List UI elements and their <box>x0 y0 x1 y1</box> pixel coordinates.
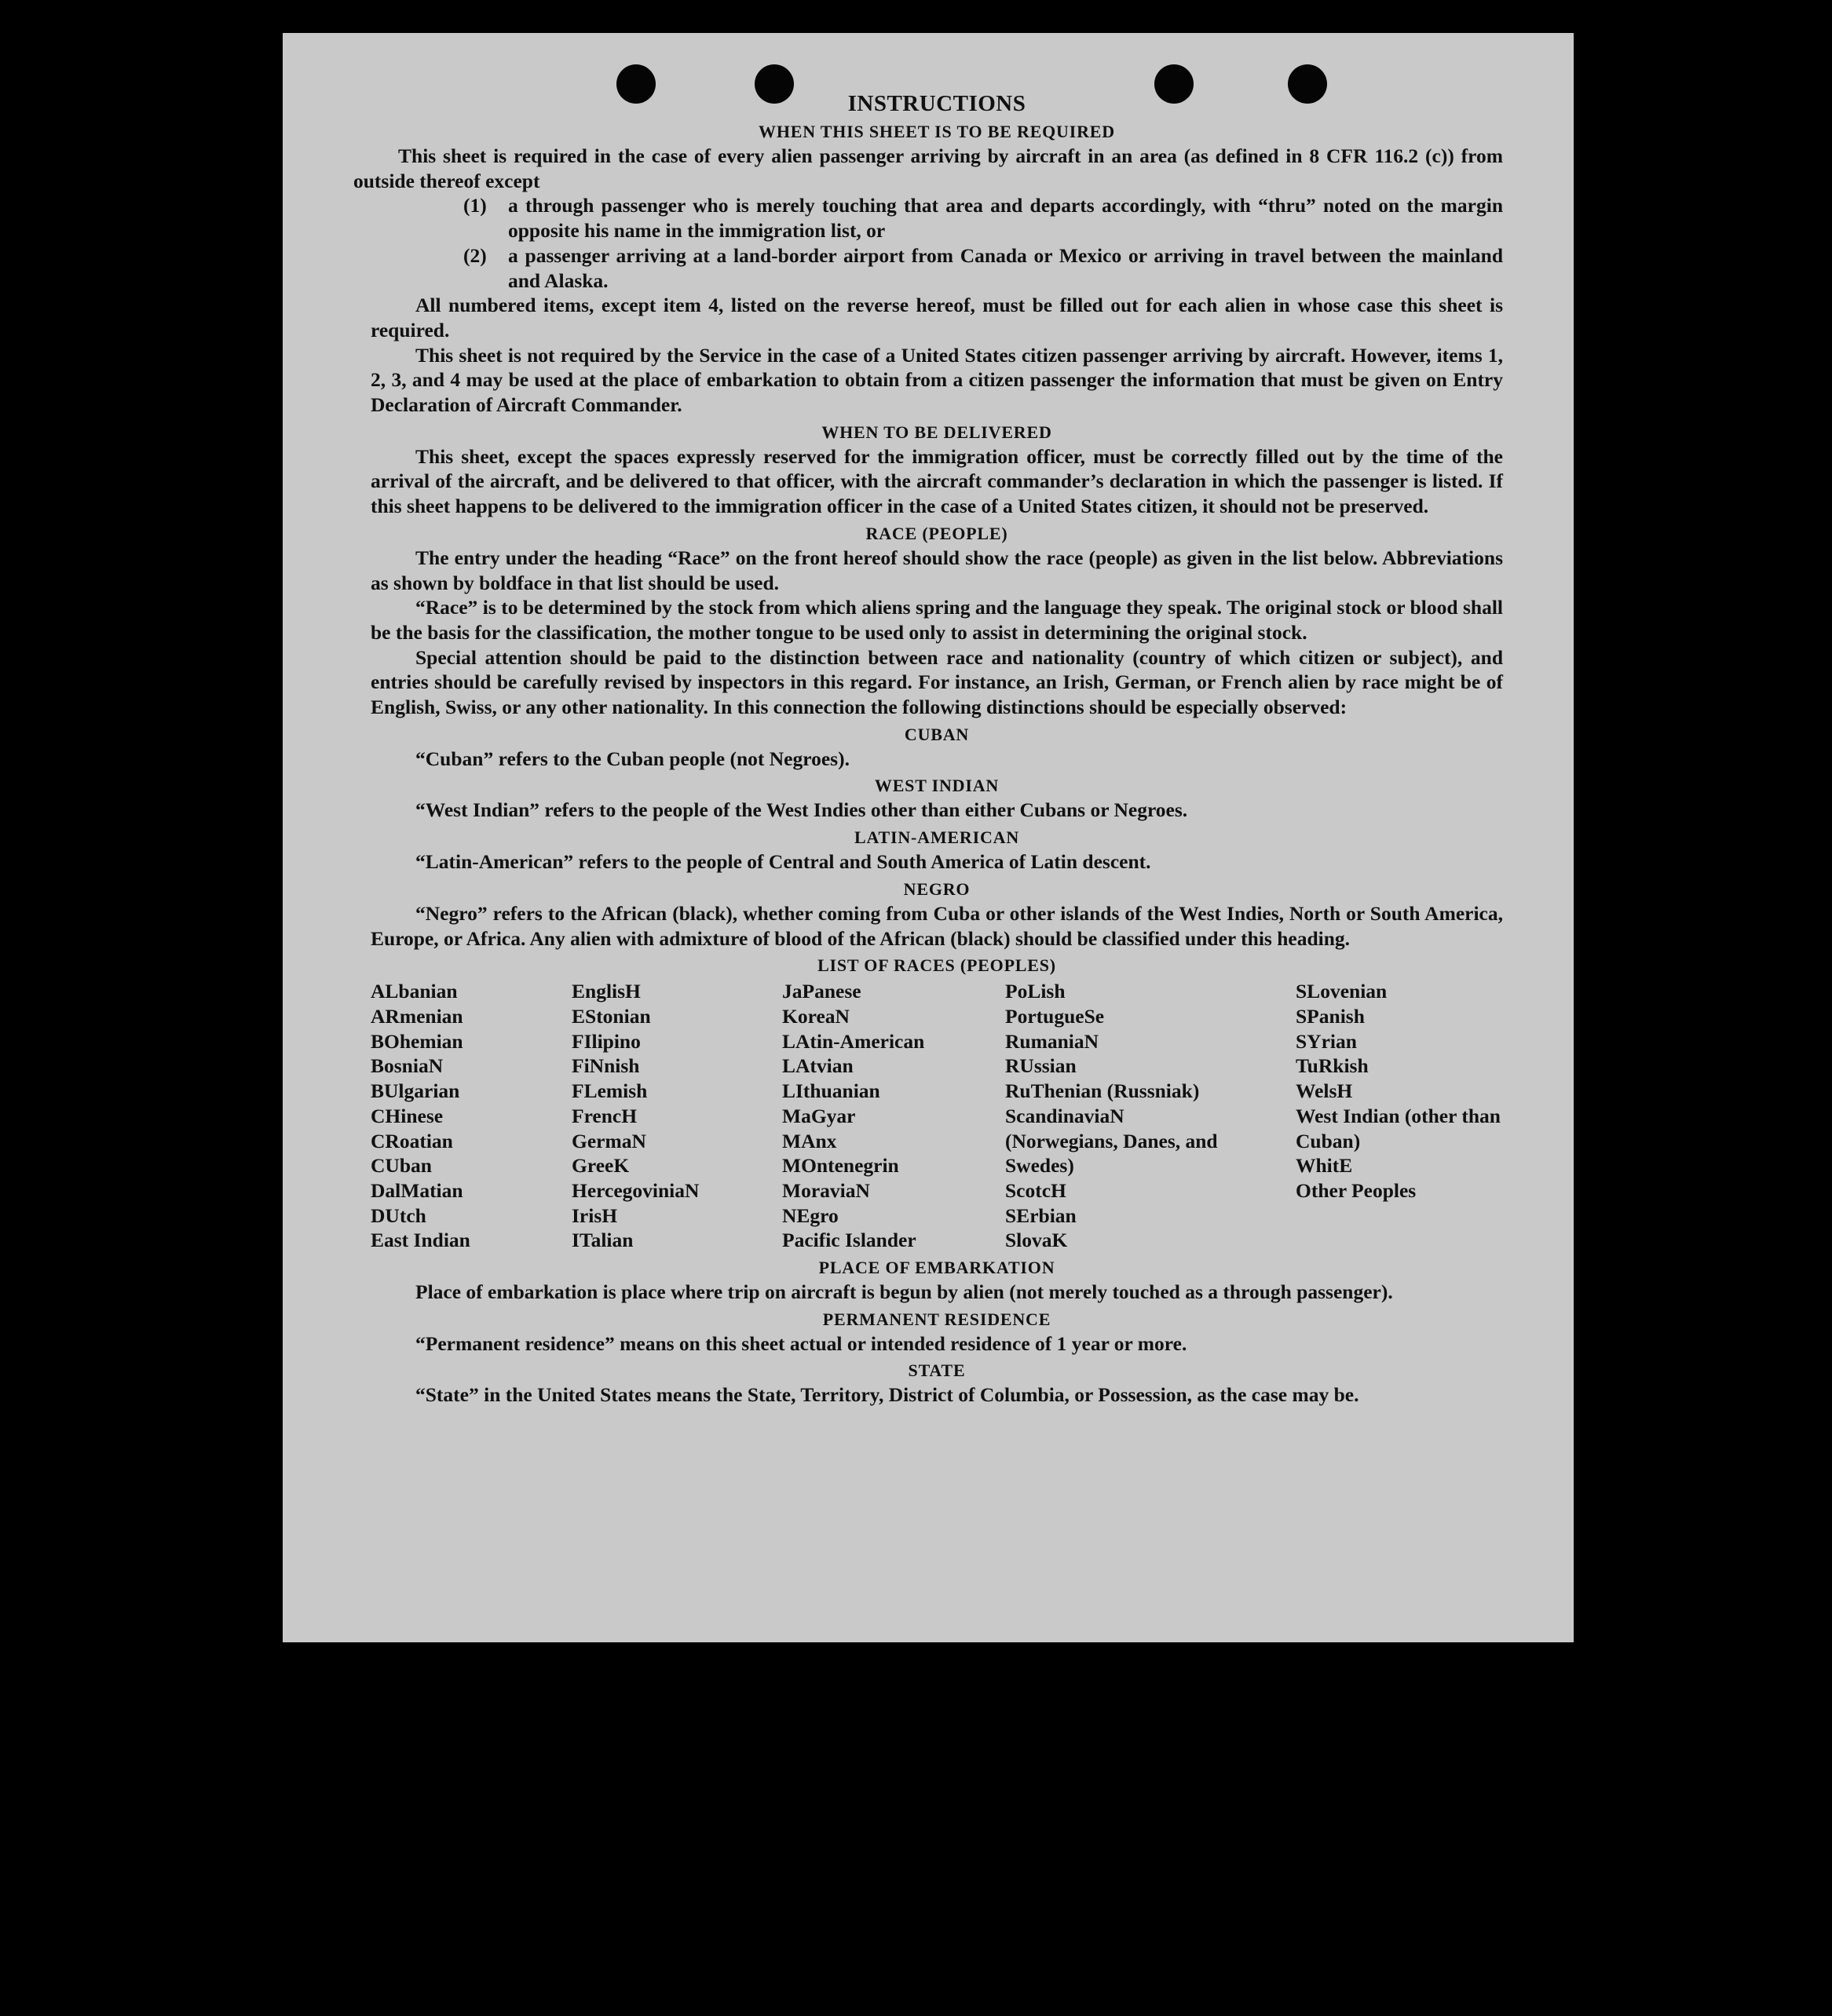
section-heading: WHEN THIS SHEET IS TO BE REQUIRED <box>759 122 1115 141</box>
race-column <box>782 979 1005 1253</box>
punch-hole <box>616 64 656 104</box>
race-entry: LAtin-American <box>782 1029 925 1053</box>
section-heading: PLACE OF EMBARKATION <box>818 1258 1055 1278</box>
paragraph: “State” in the United States means the State, Territory, District of Columbia, or Possession, as the case may be. <box>415 1383 1359 1407</box>
race-entry: BUlgarian <box>371 1079 460 1103</box>
race-entry: SPanish <box>1296 1004 1365 1028</box>
list-item <box>371 193 1503 243</box>
punch-hole <box>755 64 794 104</box>
section-heading: LIST OF RACES (PEOPLES) <box>817 955 1056 976</box>
race-entry: GermaN <box>572 1129 646 1152</box>
race-column <box>572 979 782 1253</box>
race-entry: PortugueSe <box>1005 1004 1105 1028</box>
race-entry: MaGyar <box>782 1104 856 1127</box>
race-entry: SlovaK <box>1005 1229 1068 1252</box>
punch-hole <box>1288 64 1327 104</box>
race-entry: DUtch <box>371 1203 426 1227</box>
paragraph: “Negro” refers to the African (black), whether coming from Cuba or other islands of the West Indies, North or South America, Europe, or Africa. Any alien with admixture of blood of the African (black) should be classified under this heading. <box>371 901 1503 950</box>
race-column <box>1005 979 1296 1253</box>
paragraph: “Cuban” refers to the Cuban people (not Negroes). <box>415 747 850 770</box>
paragraph: Special attention should be paid to the distinction between race and nationality (country of which citizen or subject), and entries should be carefully revised by inspectors in this regard. For instance, an Irish, German, or French alien by race might be of English, Swiss, or any other nationality. In this connection the following distinctions should be especially observed: <box>371 645 1503 719</box>
punch-hole <box>1154 64 1194 104</box>
race-entry: LAtvian <box>782 1054 854 1078</box>
race-entry: WhitE <box>1296 1154 1353 1178</box>
item-number: (1) <box>463 194 487 217</box>
race-entry: ARmenian <box>371 1004 463 1028</box>
paragraph: “West Indian” refers to the people of the West Indies other than either Cubans or Negroes. <box>415 798 1188 822</box>
item-text: a passenger arriving at a land-border airport from Canada or Mexico or arriving in travel between the mainland and Alaska. <box>508 243 1503 292</box>
race-entry: MAnx <box>782 1129 837 1152</box>
race-entry: CUban <box>371 1154 432 1178</box>
race-entry: TuRkish <box>1296 1054 1369 1078</box>
paragraph: “Race” is to be determined by the stock from which aliens spring and the language they speak. The original stock or blood shall be the basis for the classification, the mother tongue to be used only to assist in determining the original stock. <box>371 596 1503 644</box>
document-page <box>283 33 1574 1642</box>
race-entry: ScandinaviaN (Norwegians, Danes, and Swedes) <box>1005 1104 1218 1178</box>
race-entry: MOntenegrin <box>782 1154 899 1178</box>
section-heading: WHEN TO BE DELIVERED <box>821 422 1052 442</box>
race-entry: GreeK <box>572 1154 630 1178</box>
race-entry: Other Peoples <box>1296 1178 1417 1202</box>
race-entry: MoraviaN <box>782 1178 870 1202</box>
race-list <box>371 979 1503 1253</box>
section-heading: LATIN-AMERICAN <box>854 827 1020 848</box>
race-entry: RUssian <box>1005 1054 1077 1078</box>
paragraph: “Latin-American” refers to the people of Central and South America of Latin descent. <box>415 850 1151 874</box>
race-entry: KoreaN <box>782 1004 850 1028</box>
race-entry: FLemish <box>572 1079 648 1103</box>
race-entry: JaPanese <box>782 980 861 1003</box>
race-column <box>371 979 572 1253</box>
paragraph: This sheet, except the spaces expressly reserved for the immigration officer, must be correctly filled out by the time of the arrival of the aircraft, and be delivered to that officer, with the aircraft commander’s declaration in which the passenger is listed. If this sheet happens to be delivered to the immigration officer in the case of a United States citizen, it should not be preserved. <box>371 444 1503 518</box>
list-item <box>371 243 1503 293</box>
race-column <box>1296 979 1503 1253</box>
race-entry: EnglisH <box>572 980 641 1003</box>
item-number: (2) <box>463 243 487 267</box>
section-heading: WEST INDIAN <box>874 776 1000 796</box>
section-heading: RACE (PEOPLE) <box>865 523 1008 543</box>
race-entry: West Indian (other than Cuban) <box>1296 1104 1501 1152</box>
race-entry: FIlipino <box>572 1029 641 1053</box>
race-entry: NEgro <box>782 1203 839 1227</box>
paragraph: The entry under the heading “Race” on the front hereof should show the race (people) as given in the list below. Abbreviations as shown by boldface in that list should be used. <box>371 546 1503 594</box>
section-heading: NEGRO <box>903 878 971 899</box>
race-entry: East Indian <box>371 1229 470 1252</box>
paragraph: This sheet is not required by the Service in the case of a United States citizen passenger arriving by aircraft. However, items 1, 2, 3, and 4 may be used at the place of embarkation to obtain from a citizen passenger the information that must be given on Entry Declaration of Aircraft Commander. <box>371 343 1503 417</box>
section-heading: STATE <box>908 1360 966 1381</box>
item-text: a through passenger who is merely touching that area and departs accordingly, with “thru” noted on the margin opposite his name in the immigration list, or <box>508 194 1503 243</box>
race-entry: ALbanian <box>371 980 458 1003</box>
race-entry: HercegoviniaN <box>572 1178 700 1202</box>
race-entry: IrisH <box>572 1203 618 1227</box>
race-entry: WelsH <box>1296 1079 1353 1103</box>
race-entry: SErbian <box>1005 1203 1077 1227</box>
race-entry: CHinese <box>371 1104 444 1127</box>
race-entry: RumaniaN <box>1005 1029 1099 1053</box>
race-entry: DalMatian <box>371 1178 463 1202</box>
section-heading: CUBAN <box>904 724 970 744</box>
race-entry: CRoatian <box>371 1129 453 1152</box>
section-heading: PERMANENT RESIDENCE <box>822 1309 1051 1329</box>
race-entry: RuThenian (Russniak) <box>1005 1079 1200 1103</box>
race-entry: BosniaN <box>371 1054 444 1078</box>
race-entry: BOhemian <box>371 1029 463 1053</box>
race-entry: EStonian <box>572 1004 651 1028</box>
race-entry: ScotcH <box>1005 1178 1066 1202</box>
race-entry: FrencH <box>572 1104 638 1127</box>
paragraph: All numbered items, except item 4, listed on the reverse hereof, must be filled out for each alien in whose case this sheet is required. <box>371 294 1503 341</box>
race-entry: ITalian <box>572 1229 634 1252</box>
paragraph: Place of embarkation is place where trip on aircraft is begun by alien (not merely touched as a through passenger). <box>415 1280 1393 1304</box>
race-entry: SLovenian <box>1296 980 1388 1003</box>
race-entry: SYrian <box>1296 1029 1357 1053</box>
race-entry: FiNnish <box>572 1054 640 1078</box>
race-entry: LIthuanian <box>782 1079 880 1103</box>
race-entry: PoLish <box>1005 980 1066 1003</box>
paragraph: This sheet is required in the case of every alien passenger arriving by aircraft in an area (as defined in 8 CFR 116.2 (c)) from outside thereof except <box>353 144 1503 192</box>
paragraph: “Permanent residence” means on this sheet actual or intended residence of 1 year or more. <box>415 1331 1187 1355</box>
race-entry: Pacific Islander <box>782 1229 916 1252</box>
page-title: INSTRUCTIONS <box>847 91 1026 116</box>
